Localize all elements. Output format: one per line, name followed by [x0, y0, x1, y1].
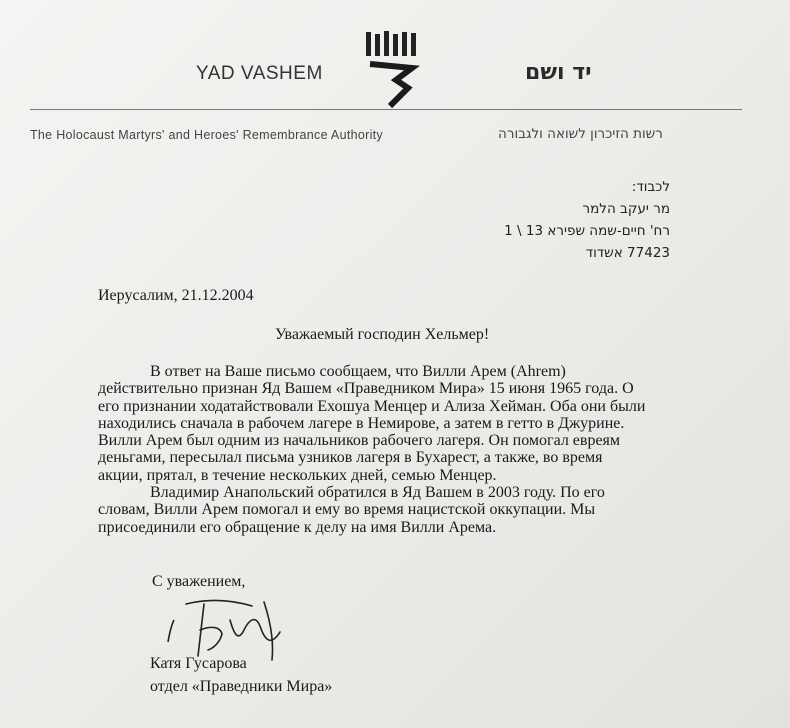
tagline-english: The Holocaust Martyrs' and Heroes' Remembrance Authority — [30, 128, 383, 142]
letter-date: Иерусалим, 21.12.2004 — [98, 287, 254, 304]
tagline-hebrew: רשות הזיכרון לשואה ולגבורה — [498, 126, 663, 142]
org-name-english: YAD VASHEM — [196, 63, 323, 84]
body-line: В ответ на Ваше письмо сообщаем, что Вилли Арем (Ahrem) — [150, 363, 566, 380]
salutation: Уважаемый господин Хельмер! — [275, 326, 490, 343]
recipient-address — [504, 176, 670, 264]
signer-name: Катя Гусарова — [150, 655, 247, 672]
address-line: לכבוד: — [631, 179, 670, 195]
address-line: מר יעקב הלמר — [582, 201, 670, 217]
body-line: деньгами, пересылал письма узников лагеря в Бухарест, а также, во время — [98, 449, 603, 467]
closing: С уважением, — [152, 573, 246, 590]
yad-vashem-menorah-logo — [362, 30, 422, 110]
address-line: רח' חיים-שמה שפירא 13 \ 1 — [504, 223, 670, 239]
address-line: 77423 אשדוד — [585, 245, 670, 261]
signer-department: отдел «Праведники Мира» — [150, 678, 333, 695]
letter-body — [98, 363, 678, 536]
org-name-hebrew: יד ושם — [525, 60, 592, 85]
body-line: Вилли Арем был одним из начальников рабочего лагеря. Он помогал евреям — [98, 432, 621, 450]
body-line: действительно признан Яд Вашем «Праведником Мира» 15 июня 1965 года. О — [98, 380, 634, 398]
body-line: присоединили его обращение к делу на имя Вилли Арема. — [98, 518, 497, 536]
body-line: словам, Вилли Арем помогал и ему во время нацистской оккупации. Мы — [98, 501, 596, 519]
header-divider — [30, 109, 742, 110]
body-line: находились сначала в рабочем лагере в Немирове, а затем в гетто в Джурине. — [98, 414, 625, 432]
body-line: Владимир Анапольский обратился в Яд Вашем в 2003 году. По его — [150, 484, 605, 502]
body-line: его признании ходатайствовали Ехошуа Менцер и Ализа Хейман. Оба они были — [98, 397, 646, 415]
body-line: акции, прятал, в течение нескольких дней, семью Менцер. — [98, 466, 497, 484]
